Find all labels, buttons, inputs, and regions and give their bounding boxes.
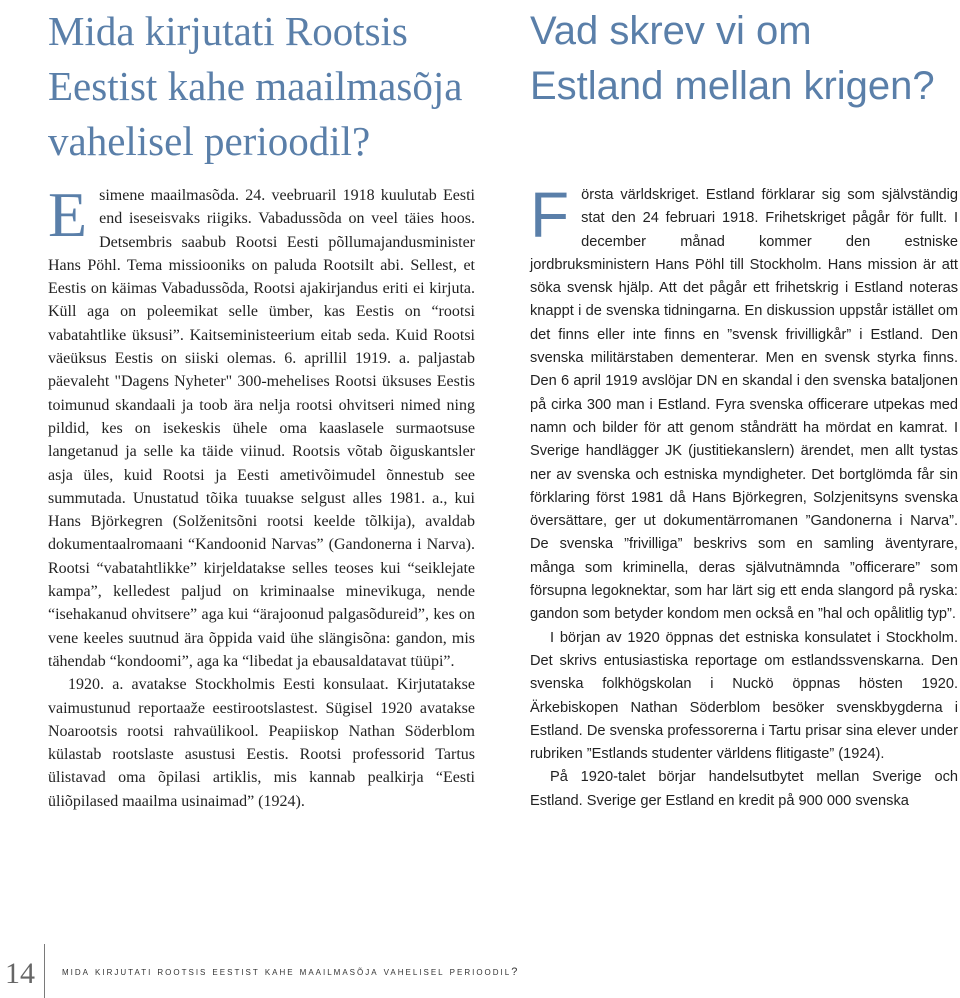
- swedish-paragraph-1: [530, 179, 958, 627]
- swedish-paragraph-3: På 1920-talet börjar handelsutbytet mellan Sverige och Estland. Sverige ger Estland en kredit på 900 000 svenska: [530, 769, 958, 809]
- running-head: mida kirjutati rootsis eestist kahe maailmasõja vahelisel perioodil?: [62, 966, 520, 978]
- estonian-column: [48, 179, 475, 813]
- footer-divider: [44, 944, 45, 998]
- estonian-paragraph-1: [48, 179, 475, 673]
- swedish-column: [530, 179, 958, 813]
- swedish-title: Vad skrev vi om Estland mellan krigen?: [530, 9, 935, 108]
- swedish-dropcap: F: [530, 179, 570, 251]
- swedish-paragraph-2: I början av 1920 öppnas det estniska konsulatet i Stockholm. Det skrivs entusiastiska reportage om estlandssvenskarna. Den svenska folkhögskolan i Nuckö öppnas hösten 1920. Ärkebiskopen Nathan Söderblom besöker svenskbygderna i Estland. De svenska professorerna i Tartu prisar sina elever under rubriken ”Estlands studenter världens flitigaste” (1924).: [530, 629, 958, 763]
- estonian-dropcap: E: [48, 179, 88, 250]
- estonian-title: Mida kirjutati Rootsis Eestist kahe maailmasõja vahelisel perioodil?: [48, 8, 463, 164]
- swedish-paragraph-1-text: örsta världskriget. Estland förklarar sig som självständig stat den 24 februari 1918. Frihetskriget pågår för fullt. I december månad kommer den estniske jordbruksministern Hans Pöhl till Stockholm. Hans mission är att söka svensk hjälp. Att det pågår ett frihetskrig i Estland noteras knappt i de svenska tidningarna. En diskussion uppstår istället om det finns eller inte finns en ”svensk frivilligkår” i Estland. Den svenska militärstaben dementerar. Men en svensk styrka finns. Den 6 april 1919 avslöjar DN en skandal i den svenska bataljonen på cirka 300 man i Estland. Fyra svenska officerare utpekas med namn och bilder för att genom ståndrätt ha mördat en kamrat. I Sverige handlägger JK (justitiekanslern) ärendet, men allt tystas ner av svenska och estniska myndigheter. Det bortglömda får sin förklaring först 1981 då Hans Björkegren, Solzjenitsyns svenska översättare, ger ut dokumentärromanen ”Gandonerna i Narva”. De svenska ”frivilliga” beskrivs som en samling äventyrare, många som kriminella, deras självutnämnda ”officerare” som försupna legoknektar, som har lärt sig ett enda slangord på ryska: gandon som betyder kondom men också en ”hal och opålitlig typ”.: [530, 187, 958, 623]
- page-number: 14: [5, 957, 35, 990]
- estonian-paragraph-1-text: simene maailmasõda. 24. veebruaril 1918 kuulutab Eesti end iseseisvaks riigiks. Vabadussõda on veel täies hoos. Detsembris saabub Rootsi Eesti põllumajandusminister Hans Pöhl. Tema missiooniks on paluda Rootsilt abi. Sellest, et Eestis on käimas Vabadussõda, Rootsi ajakirjandus eriti ei kirjuta. Küll aga on poleemikat selle ümber, kas Eestis on “rootsi vabatahtlike üksusi”. Kaitseministeerium eitab seda. Kuid Rootsi väeüksus Eestis on siiski olemas. 6. aprillil 1919. a. paljastab päevaleht "Dagens Nyheter" 300-mehelises Rootsi üksuses Eestis toimunud skandaali ja toob ära nelja rootsi ohvitseri nimed ning pildid, kes on isekeskis ühele oma kaaslasele surmaotsuse langetanud ja selle ka täide viinud. Rootsis võtab õiguskantsler asja üles, kuid Rootsi ja Eesti ametivõimudel õnnestub see summutada. Unustatud tõika tuuakse selgust alles 1981. a., kui Hans Björkegren (Solženitsõni rootsi keelde tõlkija), avaldab dokumentaalromaani “Kandoonid Narvas” (Gandonerna i Narva). Rootsi “vabatahtlikke” kirjeldatakse selles teoses kui “seiklejate kampa”, kelledest paljud on kriminaalse minevikuga, nende “isehakanud ohvitsere” aga kui “ärajoonud palgasõdureid”, kes on vene keeles suutnud ära õppida vaid ühe slängisõna: gandon, mis tähendab “kondoomi”, aga ka “libedat ja ebausaldatavat tüüpi”.: [48, 187, 475, 670]
- estonian-paragraph-2: 1920. a. avatakse Stockholmis Eesti konsulaat. Kirjutatakse vaimustunud reportaaže eestirootslastest. Sügisel 1920 avatakse Noarootsis rootsi rahvaülikool. Peapiiskop Nathan Söderblom külastab rootslaste asustusi Eestis. Rootsi professorid Tartus ülistavad oma õpilasi artiklis, mis kannab pealkirja “Eesti üliõpilased maailma usinaimad” (1924).: [48, 676, 475, 810]
